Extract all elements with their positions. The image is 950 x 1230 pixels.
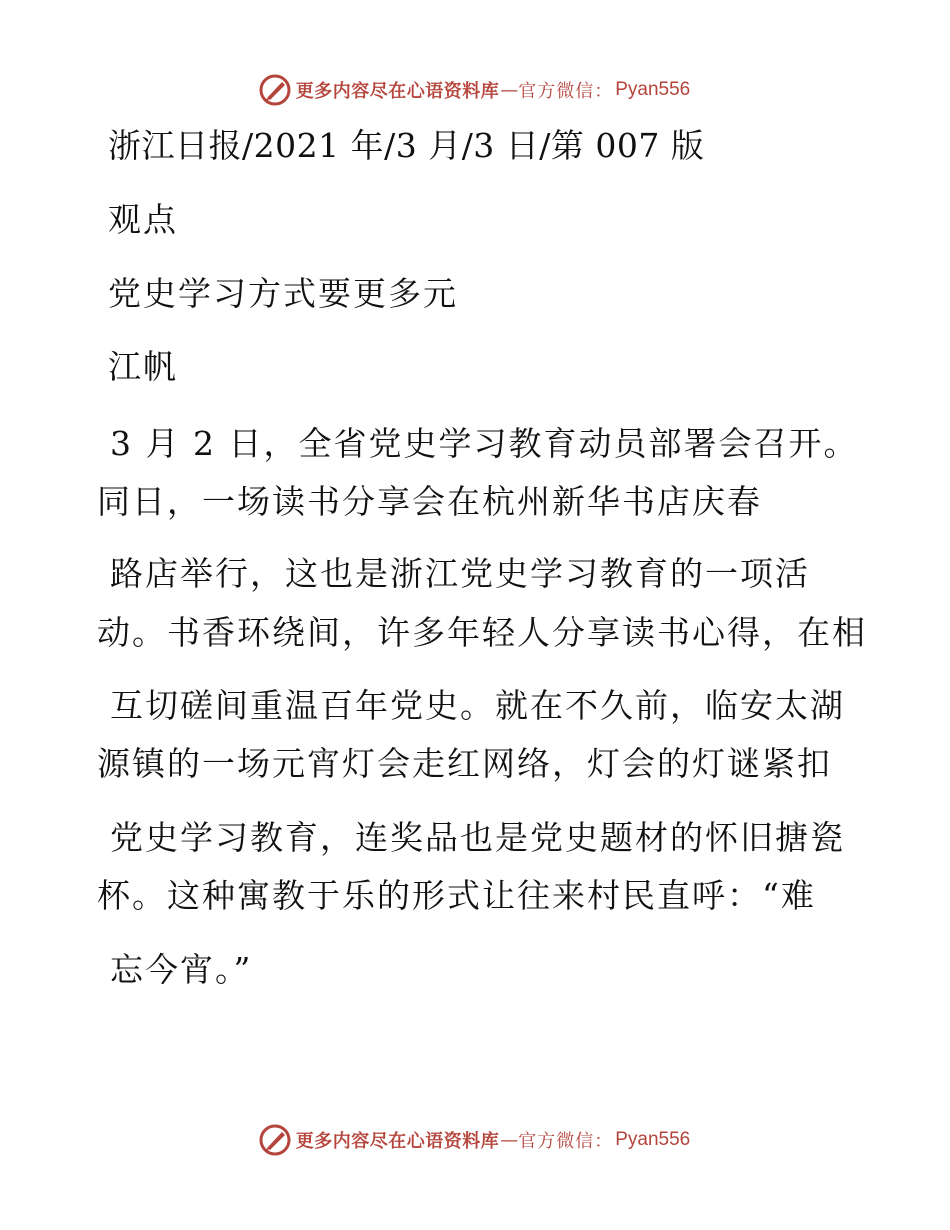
quill-logo-icon <box>258 73 292 107</box>
watermark-brand: 更多内容尽在心语资料库 <box>295 1131 500 1152</box>
body-line: 杯。这种寓教于乐的形式让往来村民直呼：“难 <box>97 876 816 915</box>
watermark-banner-bottom <box>0 1122 950 1158</box>
article-author: 江帆 <box>108 347 178 386</box>
body-line: 路店举行，这也是浙江党史学习教育的一项活 <box>110 554 810 593</box>
watermark-separator: — <box>500 79 518 101</box>
article-masthead: 浙江日报/2021 年/3 月/3 日/第 007 版 <box>108 126 705 165</box>
quill-logo-icon <box>258 1123 292 1157</box>
watermark-banner-top <box>0 72 950 108</box>
article-headline: 党史学习方式要更多元 <box>108 274 458 313</box>
watermark-official-label: 官方微信： <box>518 81 614 102</box>
watermark-brand: 更多内容尽在心语资料库 <box>295 81 500 102</box>
watermark-wechat-id: Pyan556 <box>615 1129 691 1150</box>
body-line: 同日，一场读书分享会在杭州新华书店庆春 <box>97 482 762 521</box>
body-line: 3 月 2 日，全省党史学习教育动员部署会召开。 <box>110 424 859 463</box>
watermark-separator: — <box>500 1129 518 1151</box>
watermark-official-label: 官方微信： <box>518 1131 614 1152</box>
body-line: 忘今宵。” <box>110 950 253 989</box>
body-line: 源镇的一场元宵灯会走红网络，灯会的灯谜紧扣 <box>97 744 832 783</box>
article-section: 观点 <box>108 200 178 239</box>
watermark-wechat-id: Pyan556 <box>615 79 691 100</box>
body-line: 党史学习教育，连奖品也是党史题材的怀旧搪瓷 <box>110 818 845 857</box>
body-line: 动。书香环绕间，许多年轻人分享读书心得，在相 <box>97 613 867 652</box>
body-line: 互切磋间重温百年党史。就在不久前，临安太湖 <box>110 686 845 725</box>
